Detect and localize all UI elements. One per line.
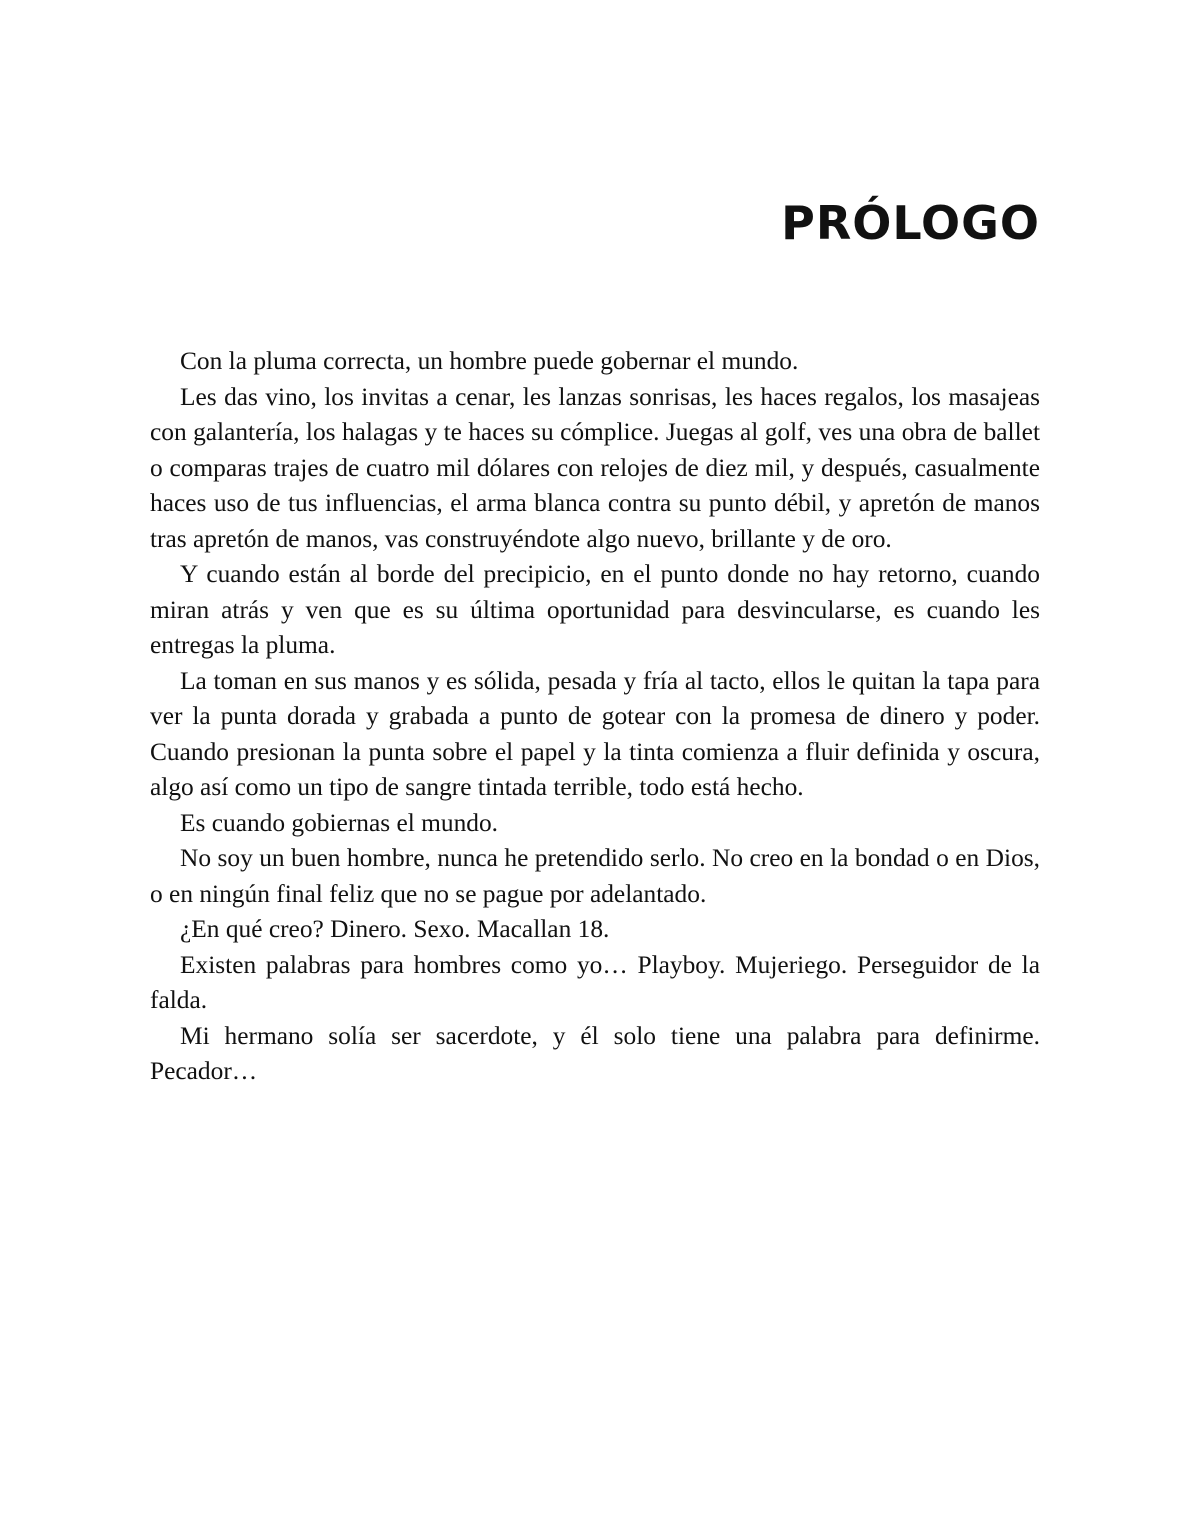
paragraph: Y cuando están al borde del precipicio, en el punto donde no hay retorno, cuando miran atrás y ven que es su última oportunidad para desvincularse, es cuando les entregas la pluma. [150, 560, 1040, 659]
paragraph: Les das vino, los invitas a cenar, les lanzas sonrisas, les haces regalos, los masajeas con galantería, los halagas y te haces su cómplice. Juegas al golf, ves una obra de ballet o comparas trajes de cuatro mil dólares con relojes de diez mil, y después, casualmente haces uso de tus influencias, el arma blanca contra su punto débil, y apretón de manos tras apretón de manos, vas construyéndote algo nuevo, brillante y de oro. [150, 382, 1040, 553]
paragraph: Con la pluma correcta, un hombre puede gobernar el mundo. [180, 347, 799, 375]
paragraph: Es cuando gobiernas el mundo. [180, 808, 499, 837]
paragraph: Existen palabras para hombres como yo… Playboy. Mujeriego. Perseguidor de la falda. [150, 950, 1040, 1014]
chapter-title: PRÓLOGO [781, 196, 1040, 250]
chapter-body [150, 344, 1040, 1090]
paragraph: La toman en sus manos y es sólida, pesada y fría al tacto, ellos le quitan la tapa para ver la punta dorada y grabada a punto de gotear con la promesa de dinero y poder. Cuando presionan la punta sobre el papel y la tinta comienza a fluir definida y oscura, algo así como un tipo de sangre tintada terrible, todo está hecho. [150, 666, 1040, 801]
paragraph: ¿En qué creo? Dinero. Sexo. Macallan 18. [180, 915, 610, 943]
paragraph: No soy un buen hombre, nunca he pretendido serlo. No creo en la bondad o en Dios, o en ningún final feliz que no se pague por adelantado. [150, 844, 1040, 908]
paragraph: Mi hermano solía ser sacerdote, y él solo tiene una palabra para definirme. Pecador… [150, 1021, 1040, 1085]
